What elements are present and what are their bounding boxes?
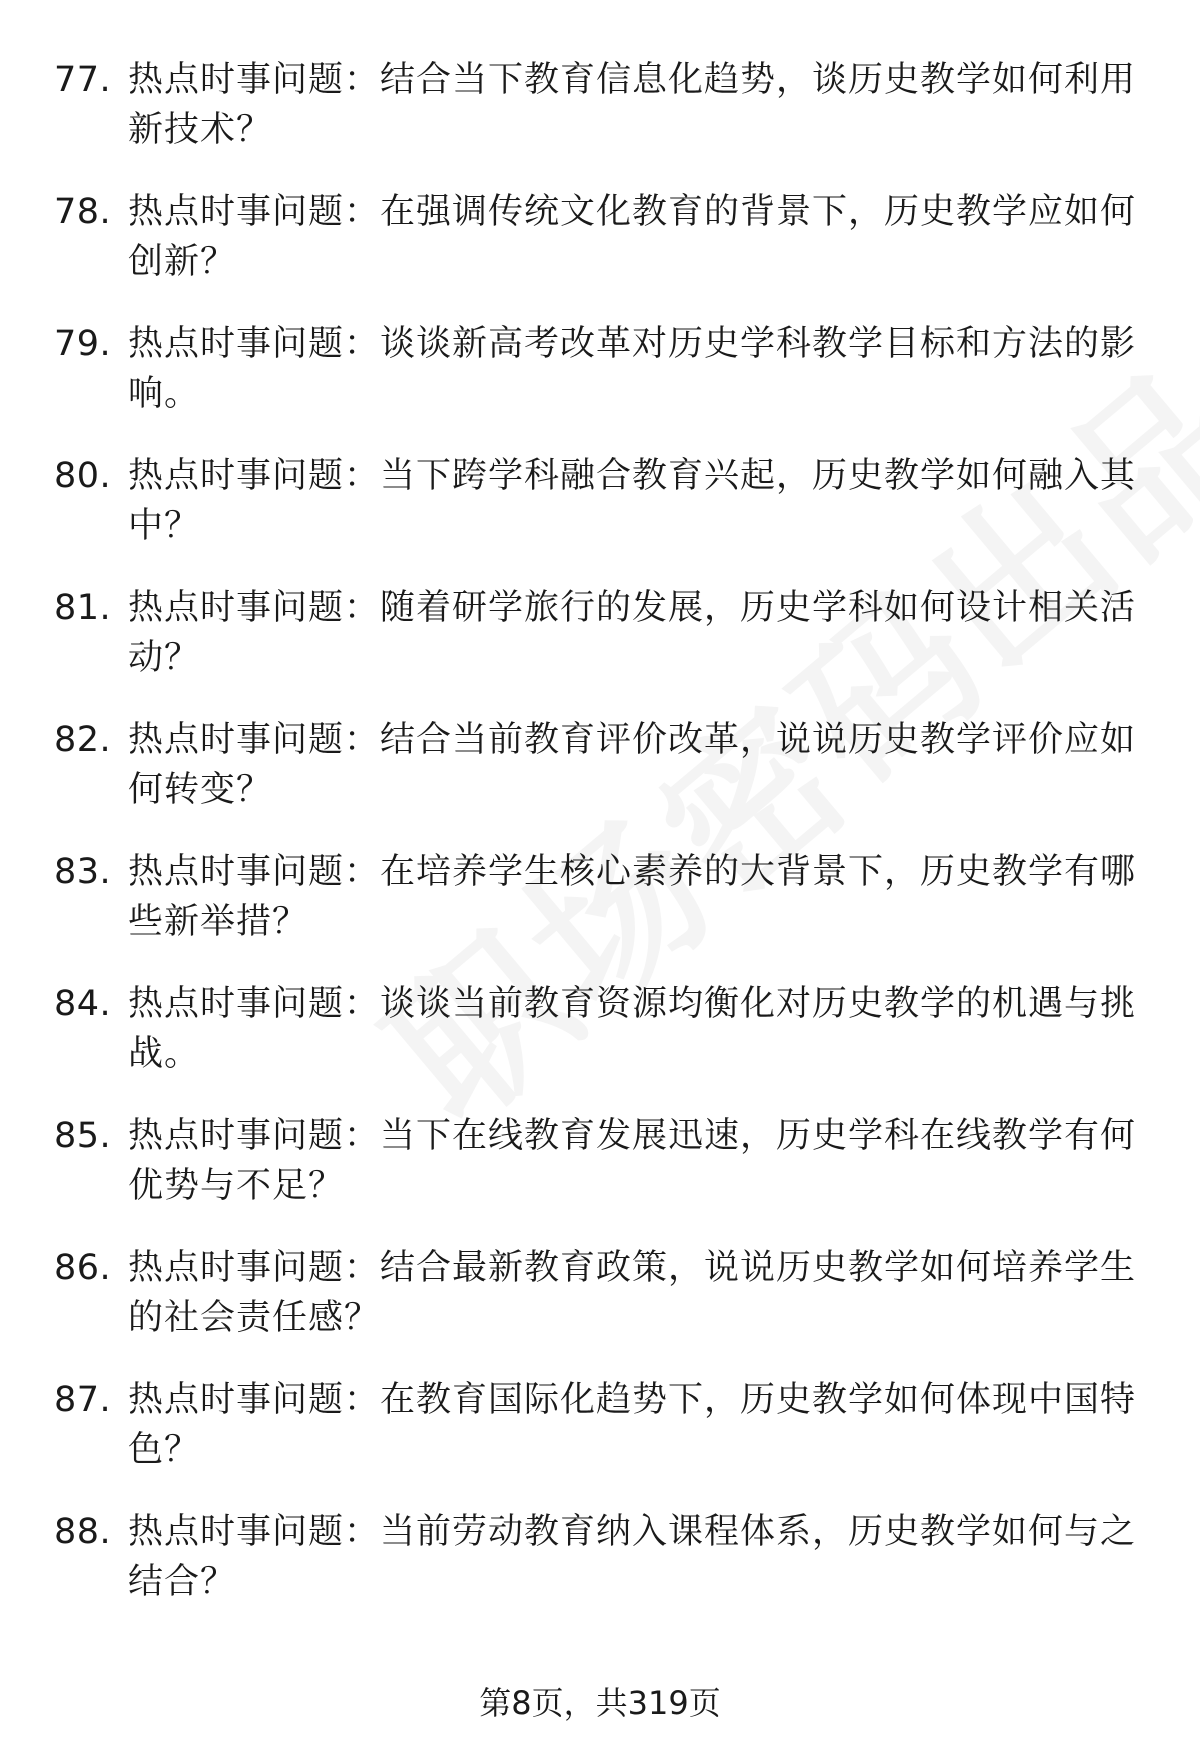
list-item xyxy=(0,715,1200,827)
question-number: 78. xyxy=(54,192,112,232)
question-text: 热点时事问题：结合当下教育信息化趋势，谈历史教学如何利用新技术？ xyxy=(128,60,1137,150)
question-number: 77. xyxy=(54,60,112,100)
list-item xyxy=(0,187,1200,299)
question-text: 热点时事问题：当下在线教育发展迅速，历史学科在线教学有何优势与不足？ xyxy=(128,1116,1137,1206)
question-text: 热点时事问题：在培养学生核心素养的大背景下，历史教学有哪些新举措？ xyxy=(128,852,1137,942)
list-item xyxy=(0,847,1200,959)
question-text: 热点时事问题：谈谈当前教育资源均衡化对历史教学的机遇与挑战。 xyxy=(128,984,1137,1074)
question-number: 84. xyxy=(54,984,112,1024)
list-item xyxy=(0,451,1200,563)
page-footer: 第8页，共319页 xyxy=(479,1684,721,1722)
question-number: 82. xyxy=(54,720,112,760)
question-text: 热点时事问题：结合最新教育政策，说说历史教学如何培养学生的社会责任感？ xyxy=(128,1248,1137,1338)
question-number: 81. xyxy=(54,588,112,628)
question-number: 79. xyxy=(54,324,112,364)
question-number: 80. xyxy=(54,456,112,496)
list-item xyxy=(0,55,1200,167)
list-item xyxy=(0,1507,1200,1619)
question-text: 热点时事问题：在教育国际化趋势下，历史教学如何体现中国特色？ xyxy=(128,1380,1137,1470)
list-item xyxy=(0,1111,1200,1223)
question-text: 热点时事问题：在强调传统文化教育的背景下，历史教学应如何创新？ xyxy=(128,192,1137,282)
question-text: 热点时事问题：随着研学旅行的发展，历史学科如何设计相关活动？ xyxy=(128,588,1137,678)
list-item xyxy=(0,979,1200,1091)
question-text: 热点时事问题：当前劳动教育纳入课程体系，历史教学如何与之结合？ xyxy=(128,1512,1137,1602)
list-item xyxy=(0,319,1200,431)
question-number: 87. xyxy=(54,1380,112,1420)
question-list xyxy=(0,55,1200,1639)
question-text: 热点时事问题：谈谈新高考改革对历史学科教学目标和方法的影响。 xyxy=(128,324,1137,414)
list-item xyxy=(0,583,1200,695)
question-text: 热点时事问题：当下跨学科融合教育兴起，历史教学如何融入其中？ xyxy=(128,456,1137,546)
question-number: 88. xyxy=(54,1512,112,1552)
question-number: 85. xyxy=(54,1116,112,1156)
question-number: 83. xyxy=(54,852,112,892)
list-item xyxy=(0,1243,1200,1355)
question-number: 86. xyxy=(54,1248,112,1288)
question-text: 热点时事问题：结合当前教育评价改革，说说历史教学评价应如何转变？ xyxy=(128,720,1137,810)
list-item xyxy=(0,1375,1200,1487)
